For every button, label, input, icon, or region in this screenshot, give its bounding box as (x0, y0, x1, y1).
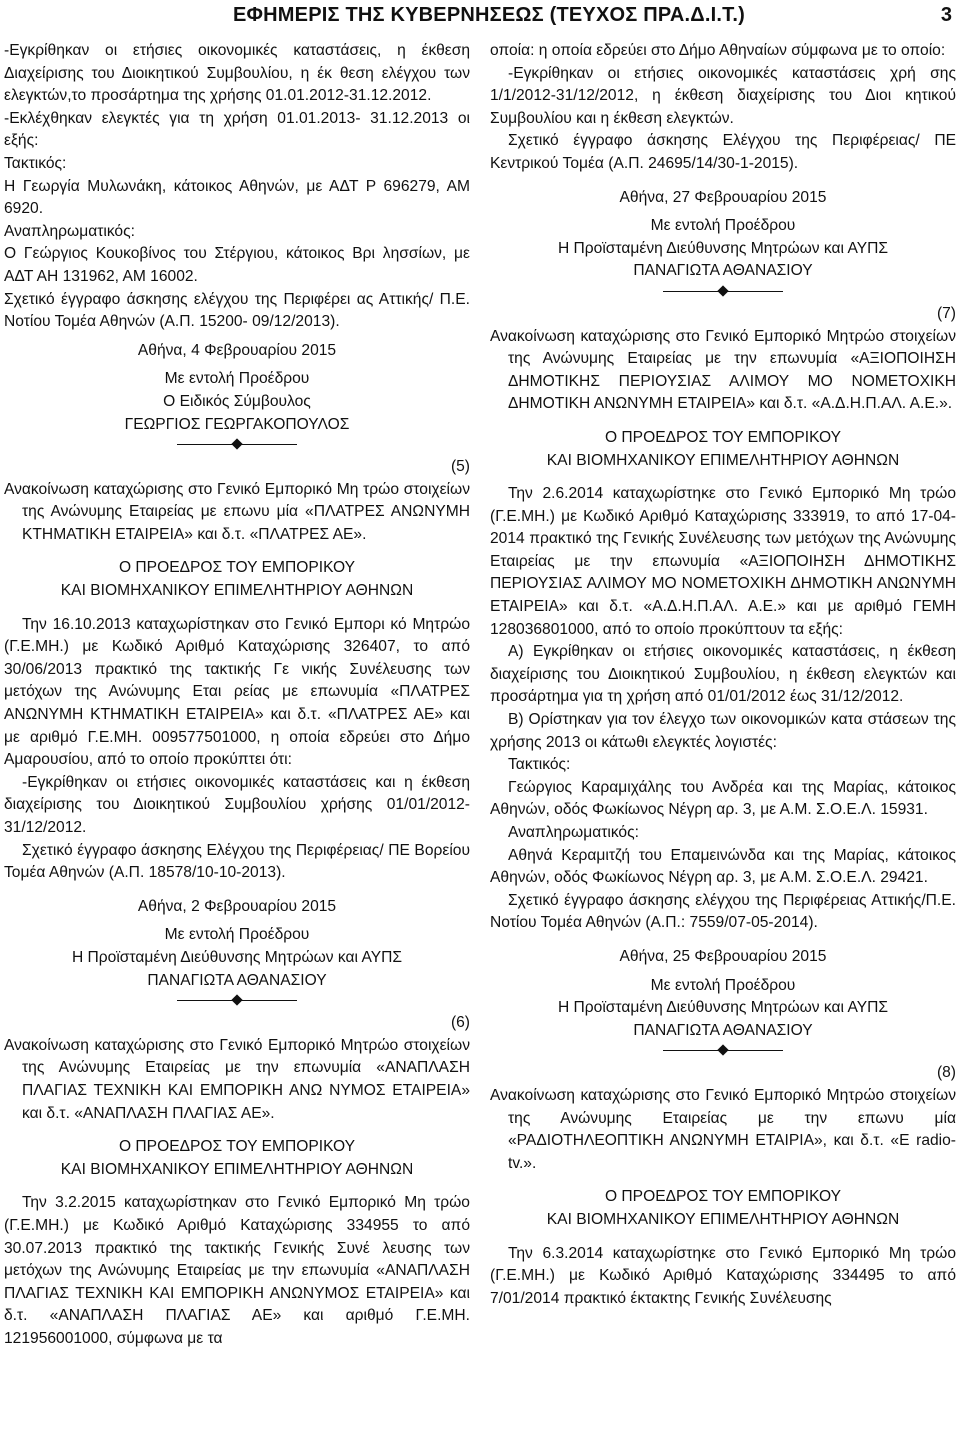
signature-date: Αθήνα, 25 Φεβρουαρίου 2015 (619, 947, 827, 965)
paragraph: οποία: η οποία εδρεύει στο Δήμο Αθηναίων σύμφωνα με το οποίο: (490, 42, 946, 59)
section-divider (663, 1044, 783, 1056)
signature-title: Ο Ειδικός Σύμβουλος (163, 392, 311, 410)
signature-authority: Με εντολή Προέδρου (164, 370, 310, 388)
issuer-line-1: Ο ΠΡΟΕΔΡΟΣ ΤΟΥ ΕΜΠΟΡΙΚΟΥ (604, 428, 842, 446)
signature-authority: Με εντολή Προέδρου (164, 926, 310, 944)
paragraph: Γεώργιος Καραμιχάλης του Ανδρέα και της Μαρίας, κάτοικος Αθηνών, οδός Φωκίωνος Νέγρη αρ. 3, με Α.Μ. Σ.Ο.Ε.Λ. 15931. (490, 778, 956, 819)
label-substitute-auditor: Αναπληρωματικός: (4, 222, 135, 240)
diamond-icon (717, 1045, 728, 1056)
page-header (0, 0, 960, 36)
signature-date: Αθήνα, 4 Φεβρουαρίου 2015 (137, 341, 337, 359)
left-column (4, 40, 470, 1350)
signature-name: ΠΑΝΑΓΙΩΤΑ ΑΘΑΝΑΣΙΟΥ (633, 1021, 813, 1039)
issuer-line-2: ΚΑΙ ΒΙΟΜΗΧΑΝΙΚΟΥ ΕΠΙΜΕΛΗΤΗΡΙΟΥ ΑΘΗΝΩΝ (60, 582, 414, 600)
issuer-line-1: Ο ΠΡΟΕΔΡΟΣ ΤΟΥ ΕΜΠΟΡΙΚΟΥ (118, 1138, 356, 1156)
paragraph: Σχετικό έγγραφο άσκησης ελέγχου της Περιφέρειας Αττικής/Π.Ε. Νοτίου Τομέα Αθηνών (Α.Π.: 7559/07-05-2014). (490, 891, 956, 932)
paragraph: Την 16.10.2013 καταχωρίστηκαν στο Γενικό Εμπορι κό Μητρώο (Γ.Ε.ΜΗ.) με Κωδικό Αριθμό Καταχώρισης 326407, το από 30/06/2013 πρακτικό της τακτικής Γε νικής Συνέλευσης των μετόχων της Ανώνυμης Εται ρείας με επωνυμία «ΠΛΑΤΡΕΣ ΑΝΩΝΥΜΗ ΚΤΗΜΑΤΙΚΗ ΕΤΑΙΡΕΙΑ» και δ.τ. «ΠΛΑΤΡΕΣ ΑΕ» και με αριθμό Γ.Ε.ΜΗ. 009577501000, η οποία εδρεύει στο Δήμο Αμαρουσίου, από το οποίο προκύπτει ότι: (4, 615, 470, 769)
announcement-heading: Ανακοίνωση καταχώρισης στο Γενικό Εμπορικό Μητρώο στοιχείων της Ανώνυμης Εταιρείας με την επωνυμία «ΑΞΙΟΠΟΙΗΣΗ ΔΗΜΟΤΙΚΗΣ ΠΕΡΙΟΥΣΙΑΣ ΑΛΙΜΟΥ ΜΟ ΝΟΜΕΤΟΧΙΚΗ ΔΗΜΟΤΙΚΗ ΑΝΩΝΥΜΗ ΕΤΑΙΡΕΙΑ» και δ.τ. «Α.Δ.Η.Π.ΑΛ. Α.Ε.». (490, 327, 956, 413)
announcement-number: (8) (936, 1064, 956, 1082)
issuer-line-2: ΚΑΙ ΒΙΟΜΗΧΑΝΙΚΟΥ ΕΠΙΜΕΛΗΤΗΡΙΟΥ ΑΘΗΝΩΝ (546, 451, 900, 469)
issuer-line-1: Ο ΠΡΟΕΔΡΟΣ ΤΟΥ ΕΜΠΟΡΙΚΟΥ (118, 559, 356, 577)
announcement-number: (6) (450, 1014, 470, 1032)
issuer-line-2: ΚΑΙ ΒΙΟΜΗΧΑΝΙΚΟΥ ΕΠΙΜΕΛΗΤΗΡΙΟΥ ΑΘΗΝΩΝ (60, 1160, 414, 1178)
gazette-title: ΕΦΗΜΕΡΙΣ ΤΗΣ ΚΥΒΕΡΝΗΣΕΩΣ (ΤΕΥΧΟΣ ΠΡΑ.Δ.Ι.Τ.) (233, 4, 745, 26)
diamond-icon (717, 285, 728, 296)
diamond-icon (231, 438, 242, 449)
signature-authority: Με εντολή Προέδρου (650, 976, 796, 994)
paragraph: Την 2.6.2014 καταχωρίστηκε στο Γενικό Εμπορικό Μη τρώο (Γ.Ε.ΜΗ.) με Κωδικό Αριθμό Καταχώρισης 333919, το από 17-04-2014 πρακτικό της Γενικής Συνέλευσης των μετόχων της Ανώνυμης Εταιρείας με την επωνυμία «ΑΞΙΟΠΟΙΗΣΗ ΔΗΜΟΤΙΚΗΣ ΠΕΡΙΟΥΣΙΑΣ ΑΛΙΜΟΥ ΜΟ ΝΟΜΕΤΟΧΙΚΗ ΔΗΜΟΤΙΚΗ ΑΝΩΝΥΜΗ ΕΤΑΙΡΕΙΑ» και δ.τ. «Α.Δ.Η.Π.ΑΛ. Α.Ε.» και με αριθμό ΓΕΜΗ 128036801000, από το οποίο προκύπτουν τα εξής: (490, 485, 956, 638)
issuer-line-2: ΚΑΙ ΒΙΟΜΗΧΑΝΙΚΟΥ ΕΠΙΜΕΛΗΤΗΡΙΟΥ ΑΘΗΝΩΝ (546, 1210, 900, 1228)
signature-name: ΠΑΝΑΓΙΩΤΑ ΑΘΑΝΑΣΙΟΥ (147, 971, 327, 989)
paragraph: Την 6.3.2014 καταχωρίστηκε στο Γενικό Εμπορικό Μη τρώο (Γ.Ε.ΜΗ.) με Κωδικό Αριθμό Καταχώρισης 334495 το από 7/01/2014 πρακτικό έκτακτης Γενικής Συνέλευσης (490, 1244, 956, 1307)
signature-name: ΓΕΩΡΓΙΟΣ ΓΕΩΡΓΑΚΟΠΟΥΛΟΣ (124, 415, 350, 433)
paragraph: -Εγκρίθηκαν οι ετήσιες οικονομικές καταστάσεις, η έκθεση Διαχείρισης του Διοικητικού Συμβουλίου, η έκ θεση ελέγχου των ελεγκτών,το προσάρτημα της χρήσης 01.01.2012-31.12.2012. (4, 42, 470, 105)
paragraph: -Εγκρίθηκαν οι ετήσιες οικονομικές καταστάσεις χρή σης 1/1/2012-31/12/2012, η έκθεση διαχείρισης του Διοι κητικού Συμβουλίου και η έκθεση ελεγκτών. (490, 64, 956, 127)
paragraph: Β) Ορίστηκαν για τον έλεγχο των οικονομικών κατα στάσεων της χρήσης 2013 οι κάτωθι ελεγκτές λογιστές: (490, 711, 956, 751)
section-divider (177, 438, 297, 450)
signature-title: Η Προϊσταμένη Διεύθυνσης Μητρώων και ΑΥΠΣ (557, 239, 889, 257)
issuer-line-1: Ο ΠΡΟΕΔΡΟΣ ΤΟΥ ΕΜΠΟΡΙΚΟΥ (604, 1188, 842, 1206)
signature-title: Η Προϊσταμένη Διεύθυνσης Μητρώων και ΑΥΠΣ (557, 999, 889, 1017)
announcement-number: (7) (936, 304, 956, 322)
paragraph: Σχετικό έγγραφο άσκησης Ελέγχου της Περιφέρειας/ ΠΕ Κεντρικού Τομέα (Α.Π. 24695/14/30-1-2015). (490, 132, 956, 172)
signature-date: Αθήνα, 27 Φεβρουαρίου 2015 (619, 188, 827, 206)
paragraph: Σχετικό έγγραφο άσκησης Ελέγχου της Περιφέρειας/ ΠΕ Βορείου Τομέα Αθηνών (Α.Π. 18578/10-10-2013). (4, 841, 470, 882)
paragraph: Η Γεωργία Μυλωνάκη, κάτοικος Αθηνών, με ΑΔΤ Ρ 696279, ΑΜ 6920. (4, 177, 470, 218)
paragraph: -Εκλέχθηκαν ελεγκτές για τη χρήση 01.01.2013- 31.12.2013 οι εξής: (4, 109, 470, 150)
right-column (490, 40, 956, 1310)
announcement-heading: Ανακοίνωση καταχώρισης στο Γενικό Εμπορικό Μη τρώο στοιχείων της Ανώνυμης Εταιρείας με επωνυ μία «ΠΛΑΤΡΕΣ ΑΝΩΝΥΜΗ ΚΤΗΜΑΤΙΚΗ ΕΤΑΙΡΕΙΑ» και δ.τ. «ΠΛΑΤΡΕΣ ΑΕ». (4, 480, 470, 543)
signature-name: ΠΑΝΑΓΙΩΤΑ ΑΘΑΝΑΣΙΟΥ (633, 262, 813, 280)
paragraph: Ο Γεώργιος Κουκοβίνος του Στέργιου, κάτοικος Βρι λησσίων, με ΑΔΤ ΑΗ 131962, ΑΜ 16002. (4, 245, 470, 285)
label-substitute-auditor: Αναπληρωματικός: (508, 824, 639, 841)
paragraph: Α) Εγκρίθηκαν οι ετήσιες οικονομικές καταστάσεις, η έκθεση διαχείρισης του Διοικητικού Συμβουλίου, η έκθεση ελεγκτών και προσάρτημα για τη χρήση από 01/01/2012 έως 31/12/2012. (490, 643, 956, 706)
signature-authority: Με εντολή Προέδρου (650, 217, 796, 235)
label-regular-auditor: Τακτικός: (508, 756, 571, 774)
paragraph: Την 3.2.2015 καταχωρίστηκαν στο Γενικό Εμπορικό Μη τρώο (Γ.Ε.ΜΗ.) με Κωδικό Αριθμό Καταχώρισης 334955 το από 30.07.2013 πρακτικό της τακτικής Γενικής Συνέ λευσης των μετόχων της Ανώνυμης Εταιρείας με την επωνυμία «ΑΝΑΠΛΑΣΗ ΠΛΑΓΙΑΣ ΤΕΧΝΙΚΗ ΚΑΙ ΕΜΠΟΡΙΚΗ ΑΝΩΝΥΜΟΣ ΕΤΑΙΡΕΙΑ» και δ.τ. «ΑΝΑΠΛΑΣΗ ΠΛΑΓΙΑΣ ΑΕ» και αριθμό Γ.Ε.ΜΗ. 121956001000, σύμφωνα με τα (4, 1194, 470, 1347)
diamond-icon (231, 994, 242, 1005)
paragraph: -Εγκρίθηκαν οι ετήσιες οικονομικές καταστάσεις και η έκθεση διαχείρισης του Διοικητικού Συμβουλίου χρήσης 01/01/2012-31/12/2012. (4, 773, 470, 836)
label-regular-auditor: Τακτικός: (4, 154, 67, 172)
announcement-number: (5) (450, 458, 470, 476)
announcement-heading: Ανακοίνωση καταχώρισης στο Γενικό Εμπορικό Μητρώο στοιχείων της Ανώνυμης Εταιρείας με την επωνυμία «ΑΝΑΠΛΑΣΗ ΠΛΑΓΙΑΣ ΤΕΧΝΙΚΗ ΚΑΙ ΕΜΠΟΡΙΚΗ ΑΝΩ ΝΥΜΟΣ ΕΤΑΙΡΕΙΑ» και δ.τ. «ΑΝΑΠΛΑΣΗ ΠΛΑΓΙΑΣ ΑΕ». (4, 1036, 470, 1122)
section-divider (177, 994, 297, 1006)
paragraph: Αθηνά Κεραμιτζή του Επαμεινώνδα και της Μαρίας, κάτοικος Αθηνών, οδός Φωκίωνος Νέγρη αρ. 3, με Α.Μ. Σ.Ο.Ε.Λ. 29421. (490, 846, 956, 887)
announcement-heading: Ανακοίνωση καταχώρισης στο Γενικό Εμπορικό Μητρώο στοιχείων της Ανώνυμης Εταιρείας με την επωνυ μία «ΡΑΔΙΟΤΗΛΕΟΠΤΙΚΗ ΑΝΩΝΥΜΗ ΕΤΑΙΡΙΑ», και δ.τ. «Ε radio-tv.». (490, 1086, 956, 1172)
signature-date: Αθήνα, 2 Φεβρουαρίου 2015 (137, 897, 337, 915)
page-number: 3 (940, 4, 952, 26)
section-divider (663, 285, 783, 297)
paragraph: Σχετικό έγγραφο άσκησης ελέγχου της Περιφέρει ας Αττικής/ Π.Ε. Νοτίου Τομέα Αθηνών (Α.Π. 15200- 09/12/2013). (4, 290, 470, 331)
signature-title: Η Προϊσταμένη Διεύθυνσης Μητρώων και ΑΥΠΣ (71, 948, 403, 966)
